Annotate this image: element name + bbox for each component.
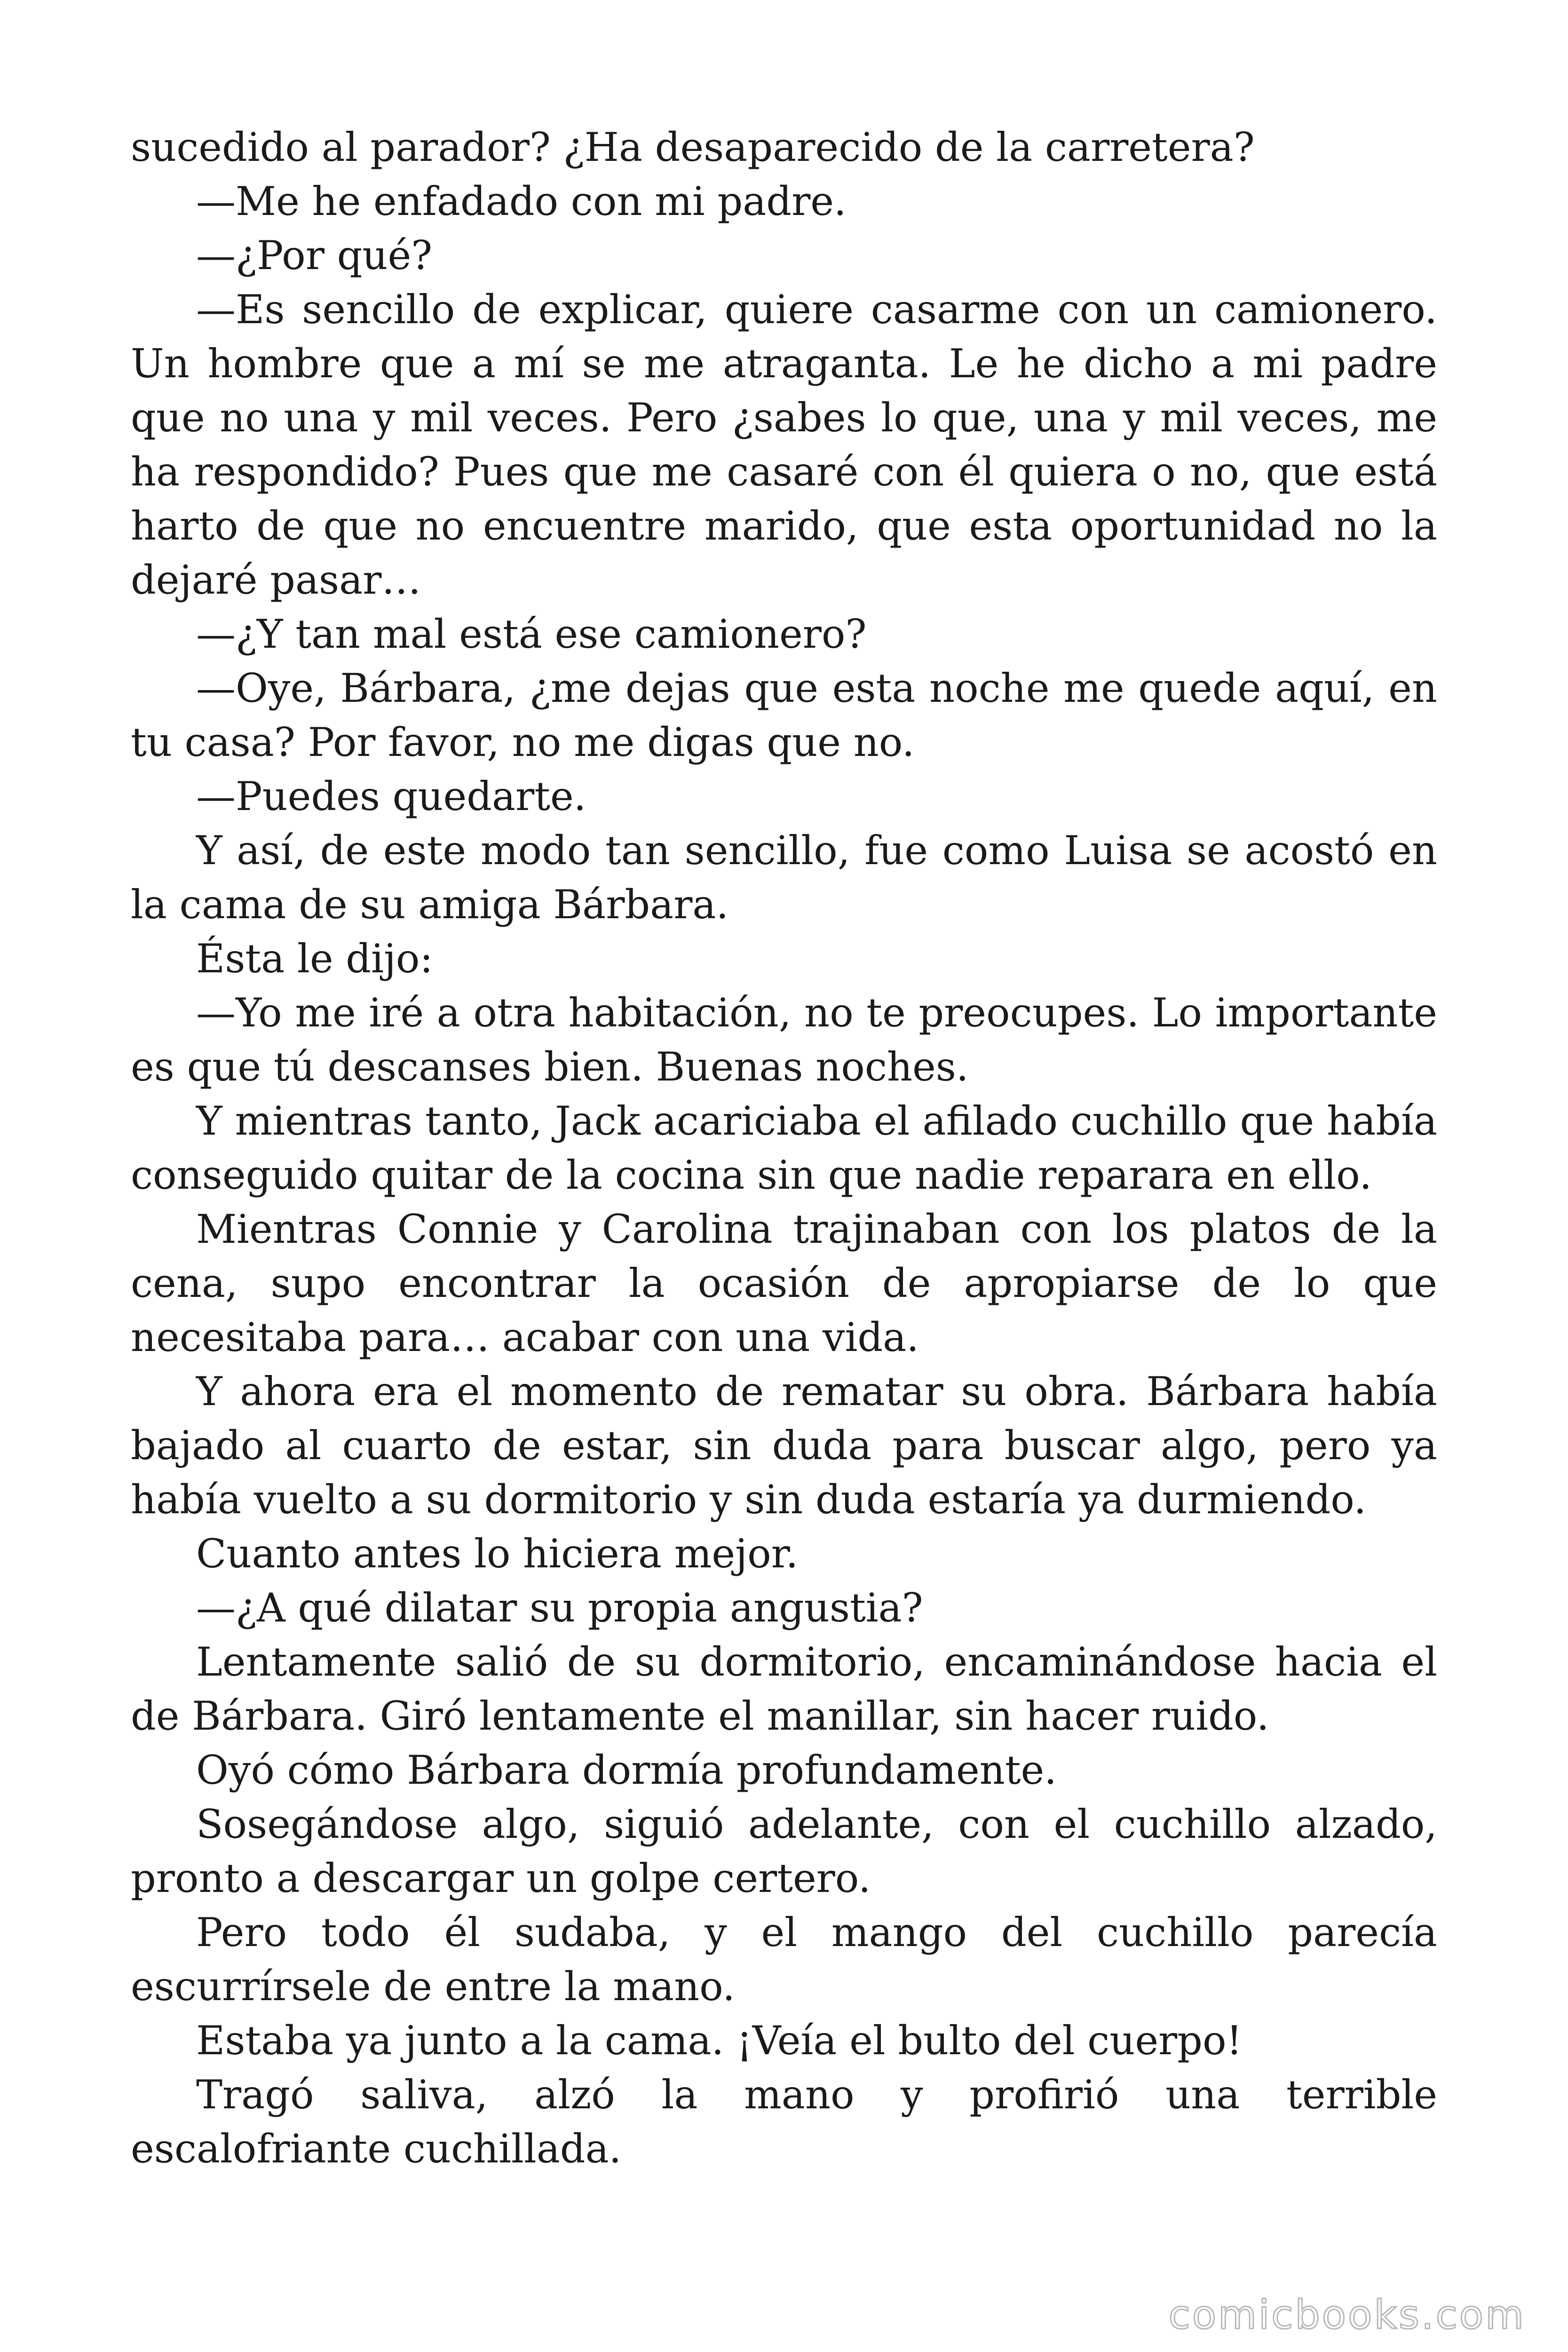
paragraph: Pero todo él sudaba, y el mango del cuchillo parecía escurrírsele de entre la mano. (131, 1909, 1437, 2010)
paragraph: Estaba ya junto a la cama. ¡Veía el bulto del cuerpo! (196, 2018, 1243, 2064)
paragraph: Y mientras tanto, Jack acariciaba el afilado cuchillo que había conseguido quitar de la cocina sin que nadie reparara en ello. (131, 1098, 1437, 1198)
paragraph: Y ahora era el momento de rematar su obra. Bárbara había bajado al cuarto de estar, sin duda para buscar algo, pero ya había vuelto a su dormitorio y sin duda estaría ya durmiendo. (131, 1368, 1437, 1523)
paragraph: Lentamente salió de su dormitorio, encaminándose hacia el de Bárbara. Giró lentamente el manillar, sin hacer ruido. (131, 1639, 1437, 1739)
watermark: comicbooks.com (1168, 2292, 1526, 2338)
paragraph: —¿A qué dilatar su propia angustia? (196, 1585, 923, 1631)
paragraph: —¿Y tan mal está ese camionero? (196, 611, 867, 657)
paragraph: Y así, de este modo tan sencillo, fue como Luisa se acostó en la cama de su amiga Bárbara. (131, 827, 1437, 928)
paragraph-continued: sucedido al parador? ¿Ha desaparecido de la carretera? (131, 124, 1255, 170)
body-text (131, 120, 1437, 2176)
paragraph: —Me he enfadado con mi padre. (196, 178, 847, 224)
paragraph: —Puedes quedarte. (196, 773, 586, 819)
paragraph: —Es sencillo de explicar, quiere casarme con un camionero. Un hombre que a mí se me atraganta. Le he dicho a mi padre que no una y mil veces. Pero ¿sabes lo que, una y mil veces, me ha respondido? Pues que me casaré con él quiera o no, que está harto de que no encuentre marido, que esta oportunidad no la dejaré pasar… (131, 286, 1437, 603)
paragraph: Oyó cómo Bárbara dormía profundamente. (196, 1747, 1057, 1793)
paragraph: Sosegándose algo, siguió adelante, con el cuchillo alzado, pronto a descargar un golpe certero. (131, 1801, 1437, 1901)
paragraph: —Oye, Bárbara, ¿me dejas que esta noche me quede aquí, en tu casa? Por favor, no me digas que no. (131, 665, 1437, 765)
paragraph: Tragó saliva, alzó la mano y profirió una terrible escalofriante cuchillada. (131, 2072, 1437, 2172)
paragraph: —Yo me iré a otra habitación, no te preocupes. Lo importante es que tú descanses bien. Buenas noches. (131, 990, 1437, 1090)
paragraph: Ésta le dijo: (196, 936, 433, 982)
paragraph: Mientras Connie y Carolina trajinaban con los platos de la cena, supo encontrar la ocasión de apropiarse de lo que necesitaba para… acabar con una vida. (131, 1206, 1437, 1360)
paragraph: Cuanto antes lo hiciera mejor. (196, 1531, 799, 1577)
paragraph: —¿Por qué? (196, 232, 433, 278)
